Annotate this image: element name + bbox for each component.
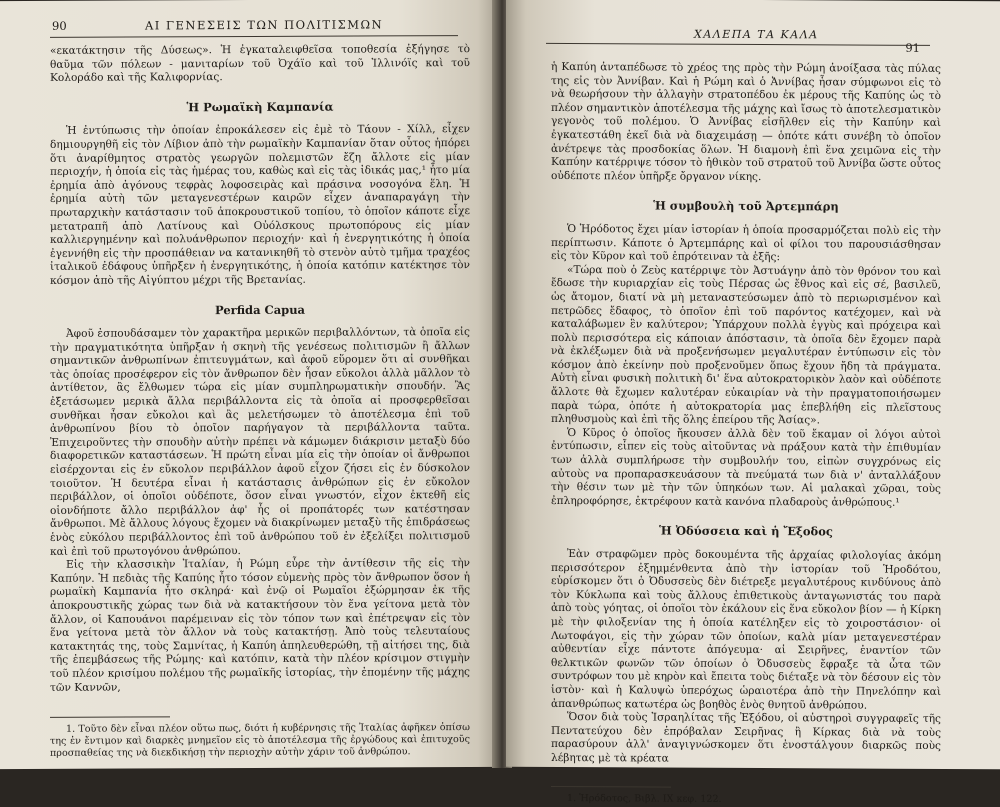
right-header-rule [546, 43, 930, 46]
right-running-head: ΧΑΛΕΠΑ ΤΑ ΚΑΛΑ [694, 27, 819, 42]
left-page [0, 0, 498, 769]
right-quote: «Τώρα ποὺ ὁ Ζεὺς κατέρριψε τὸν Ἀστυάγην ἀπὸ τὸν θρόνον του καὶ ἔδωσε τὴν κυριαρχίαν εἰς τοὺς Πέρσας ὡς ἔθνος καὶ εἰς σέ, βασιλεῦ, ὡς ἄτομον, διατί νὰ μὴ μεταναστεύσωμεν ἀπὸ τὸ περιωρισμένον καὶ πετρῶδες ἔδαφος, τὸ ὁποῖον ἐπὶ τοῦ παρόντος κατέχομεν, καὶ νὰ καταλάβωμεν ἓν καλύτερον; Ὑπάρχουν πολλὰ ἐγγὺς καὶ πρόχειρα καὶ πολὺ περισσότερα εἰς κάποιαν ἀπόστασιν, τὰ ὁποῖα δὲν ἔχομεν παρὰ νὰ ἐκλέξωμεν διὰ νὰ προξενήσωμεν μεγαλυτέραν ἐντύπωσιν εἰς τὸν κόσμον ἀπὸ ἐκείνην ποὺ προξενοῦμεν ὅπως ἔχουν ἤδη τὰ πράγματα. Αὐτὴ εἶναι φυσικὴ πολιτικὴ δι' ἕνα αὐτοκρατορικὸν λαὸν καὶ οὐδέποτε ἄλλοτε θὰ ἔχωμεν καλυτέραν εὐκαιρίαν νὰ τὴν πραγματοποιήσωμεν παρὰ τώρα, ὁπότε ἡ αὐτοκρατορία μας ἐπεβλήθη εἰς πλεῖστους πληθυσμοὺς καὶ ἐπὶ τῆς ὅλης ἐπείρου τῆς Ἀσίας». [551, 263, 941, 427]
right-paragraph-1: Ὁ Ἡρόδοτος ἔχει μίαν ἱστορίαν ἡ ὁποία προσαρμόζεται πολὺ εἰς τὴν περίπτωσιν. Κάποτε ὁ Ἀρτεμπάρης καὶ οἱ φίλοι του παρουσιάσθησαν εἰς τὸν Κῦρον καὶ τοῦ ἐπρότειναν τὰ ἑξῆς: [551, 222, 941, 264]
right-footnote: 1. Ἡρόδοτος, Βιβλ. IX κεφ. 122. [567, 792, 722, 805]
left-paragraph-2: Ἀφοῦ ἐσπουδάσαμεν τὸν χαρακτῆρα μερικῶν περιβαλλόντων, τὰ ὁποῖα εἰς τὴν πραγματικότητα ὑπῆρξαν ἡ σκηνὴ τῆς γενέσεως πολιτισμῶν ἢ ἄλλων σημαντικῶν ἀνθρωπίνων ἐπιτευγμάτων, καὶ ἀφοῦ εὕρομεν ὅτι αἱ συνθῆκαι τὰς ὁποίας προσέφερον εἰς τὸν ἄνθρωπον δὲν ἦσαν εὔκολοι ἀλλὰ μᾶλλον τὸ ἀντίθετον, ἂς ἔλθωμεν τώρα εἰς μίαν συμπληρωματικὴν σπουδήν. Ἂς ἐξετάσωμεν μερικὰ ἄλλα περιβάλλοντα εἰς τὰ ὁποῖα αἱ προσφερθεῖσαι συνθῆκαι ἦσαν εὔκολοι καὶ ἂς μελετήσωμεν τὸ ἀποτέλεσμα ἐπὶ τοῦ ἀνθρωπίνου βίου τὸ ὁποῖον παρήγαγον τὰ περιβάλλοντα ταῦτα. Ἐπιχειροῦντες τὴν σπουδὴν αὐτὴν πρέπει νὰ κάμωμεν διάκρισιν μεταξὺ δύο διαφορετικῶν καταστάσεων. Ἡ πρώτη εἶναι μία εἰς τὴν ὁποίαν οἱ ἄνθρωποι εἰσέρχονται εἰς ἐν εὔκολον περιβάλλον ἀφοῦ εἶχον ζήσει εἰς ἐν δύσκολον τοιοῦτον. Ἡ δευτέρα εἶναι ἡ κατάστασις ἀνθρώπων εἰς ἐν εὔκολον περιβάλλον, οἱ ὁποῖοι οὐδέποτε, ὅσον εἶναι γνωστόν, εἶχον ἐκτεθῆ εἰς οἱονδήποτε ἄλλο περιβάλλον ἀφ' ἧς οἱ προπάτορές των κατέστησαν ἄνθρωποι. Μὲ ἄλλους λόγους ἔχομεν νὰ διακρίνωμεν μεταξὺ τῆς ἐπιδράσεως ἑνὸς εὐκόλου περιβάλλοντος ἐπὶ τοῦ ἀνθρώπου τοῦ ἐν ἐξελίξει πολιτισμοῦ καὶ ἐπὶ τοῦ πρωτογόνου ἀνθρώπου. [50, 326, 470, 558]
right-paragraph-4: Ὅσον διὰ τοὺς Ἰσραηλίτας τῆς Ἐξόδου, οἱ αὐστηροὶ συγγραφεῖς τῆς Πεντατεύχου δὲν ἐπρόβαλαν Σειρῆνας ἢ Κίρκας διὰ νὰ τοὺς παρασύρουν ἀλλ' ἀναγιγνώσκομεν ὅτι ἐνοστάλγουν διαρκῶς ποὺς λέβητας μὲ τὰ κρέατα [551, 711, 941, 765]
left-page-body [50, 43, 470, 760]
left-paragraph-1: Ἡ ἐντύπωσις τὴν ὁποίαν ἐπροκάλεσεν εἰς ἐμὲ τὸ Τάουν - Χίλλ, εἶχεν δημιουργηθῆ εἰς τὸν Λίβιον ἀπὸ τὴν ρωμαϊκὴν Καμπανίαν ὅταν οὗτος ἠπόρει ὅτι ἀναρίθμητος στρατὸς γεωργῶν πολεμιστῶν ἔζη ἄλλοτε εἰς μίαν περιοχήν, ἡ ὁποία εἰς τὰς ἡμέρας του, καθὼς καὶ εἰς τὰς ἰδικάς μας,¹ ἦτο μία ἐρημία ἀπὸ ἀγόνους τεφρὰς λοφοσειρὰς καὶ πράσινα νοσογόνα ἕλη. Ἡ ἐρημία αὐτὴ τῶν μεταγενεστέρων καιρῶν εἶχεν ἀναπαραγάγη τὴν πρωταρχικὴν κατάστασιν τοῦ ἀποκρουστικοῦ τοπίου, τὸ ὁποῖον κάποτε εἶχε μετατραπῆ ἀπὸ Λατίνους καὶ Οὐόλσκους πρωτοπόρους εἰς μίαν καλλιεργημένην καὶ πολυάνθρωπον περιοχήν· καὶ ἡ ἐνεργητικότης ἡ ὁποία ἐγεννήθη εἰς τὴν προσπάθειαν να κατανικηθῆ τὸ στενὸν αὐτὸ τμῆμα τραχέος ἰταλικοῦ ἐδάφους ὑπῆρξεν ἡ ἐνεργητικότης, ἡ ὁποία κατόπιν κατέκτησε τὸν κόσμον ἀπὸ τῆς Αἰγύπτου μέχρι τῆς Βρετανίας. [50, 123, 470, 287]
right-heading-artembares: Ἡ συμβουλὴ τοῦ Ἀρτεμπάρη [653, 198, 839, 214]
left-header-rule [50, 35, 458, 38]
right-heading-odyssey-exodus: Ἡ Ὀδύσσεια καὶ ἡ Ἔξοδος [659, 523, 833, 539]
right-page-number: 91 [905, 40, 920, 55]
right-footnote-rule [551, 785, 671, 787]
right-intro-paragraph: ἡ Καπύη ἀνταπέδωσε τὸ χρέος της πρὸς τὴν Ρώμη ἀνοίξασα τὰς πύλας της εἰς τὸν Ἀννίβαν. Καὶ ἡ Ρώμη καὶ ὁ Ἀννίβας ἦσαν σύμφωνοι εἰς τὸ νὰ θεωρήσουν τὴν ἀλλαγὴν στρατοπέδου ἐκ μέρους τῆς Καπύης ὡς τὸ πλέον σημαντικὸν ἀποτέλεσμα τῆς μάχης καὶ ἴσως τὸ ἀποτελεσματικὸν γεγονὸς τοῦ πολέμου. Ὁ Ἀννίβας εἰσῆλθεν εἰς τὴν Καπύην καὶ ἐγκατεστάθη ἐκεῖ διὰ νὰ διαχειμάσῃ — ὁπότε κάτι συνέβη τὸ ὁποῖον ἀνέτρεψε τὰς προσδοκίας ὅλων. Ἡ διαμονὴ ἐπὶ ἕνα χειμῶνα εἰς τὴν Καπύην κατέρριψε τόσον τὸ ἠθικὸν τοῦ στρατοῦ τοῦ Ἀννίβα ὥστε οὗτος οὐδέποτε πλέον ὑπῆρξε ὄργανον νίκης. [551, 60, 941, 183]
right-page [506, 0, 1000, 805]
left-heading-roman-campania: Ἡ Ρωμαϊκὴ Καμπανία [186, 99, 334, 115]
left-paragraph-3: Εἰς τὴν κλασσικὴν Ἰταλίαν, ἡ Ρώμη εὗρε τὴν ἀντίθεσιν τῆς εἰς τὴν Καπύην. Ἡ πεδιὰς τῆς Καπύης ἦτο τόσον εὐμενὴς πρὸς τὸν ἄνθρωπον ὅσον ἡ ρωμαϊκὴ Καμπανία ἦτο σκληρά· καὶ ἐνῷ οἱ Ρωμαῖοι ἐξώρμησαν ἐκ τῆς ἀποκρουστικῆς χώρας των διὰ νὰ κατακτήσουν τὸν ἕνα γείτονα μετὰ τὸν ἄλλον, οἱ Καπουάνοι παρέμειναν εἰς τὸν τόπον των καὶ ἐπέτρεψαν εἰς τὸν ἕνα γείτονα μετὰ τὸν ἄλλον νὰ τοὺς κατακτήσῃ. Ἀπὸ τοὺς τελευταίους κατακτητάς της, τοὺς Σαμνίτας, ἡ Καπύη ἀπηλευθερώθη, τῇ αἰτήσει της, διὰ τῆς ἐπεμβάσεως τῆς Ρώμης· καὶ κατόπιν, κατὰ τὴν πλέον κρίσιμον στιγμὴν τοῦ πλέον κρισίμου πολέμου τῆς ρωμαϊκῆς ἱστορίας, τὴν ἐπομένην τῆς μάχης τῶν Καννῶν, [50, 557, 470, 694]
left-heading-perfida-capua: Perfida Capua [214, 302, 306, 317]
right-paragraph-3: Ἐὰν στραφῶμεν πρὸς δοκουμέντα τῆς ἀρχαίας φιλολογίας ἀκόμη περισσότερον ἐξημμένθεντα ἀπὸ τὴν ἱστορίαν τοῦ Ἡροδότου, εὑρίσκομεν ὅτι ὁ Ὀδυσσεὺς δὲν διέτρεξε μεγαλυτέρους κινδύνους ἀπὸ τὸν Κύκλωπα καὶ τοὺς ἄλλους ἐπιθετικοὺς ἀνταγωνιστάς του παρὰ ἀπὸ τοὺς γόητας, οἱ ὁποῖοι τὸν ἐκάλουν εἰς ἕνα εὔκολον βίον — ἡ Κίρκη μὲ τὴν φιλοξενίαν της ἡ ὁποία κατέληξεν εἰς τὸ χοιροστάσιον· οἱ Λωτοφάγοι, εἰς τὴν χώραν τῶν ὁποίων, καλὰ μίαν μεταγενεστέραν αὐθεντίαν εἶχε πάντοτε ἀπόγευμα· αἱ Σειρῆνες, ἐναντίον τῶν θελκτικῶν φωνῶν τῶν ὁποίων ὁ Ὀδυσσεὺς ἔφραξε τὰ ὦτα τῶν συντρόφων του μὲ κηρὸν καὶ ἔπειτα τοὺς διέταξε νὰ τὸν δέσουν εἰς τὸν ἱστὸν· καὶ ἡ Καλυψὼ ὑπερόχως ὡραιοτέρα ἀπὸ τὴν Πηνελόπην καὶ ἀπανθρώπως κατωτέρα ὡς βοηθὸς ἑνὸς θνητοῦ ἀνθρώπου. [551, 548, 941, 712]
left-footnote: 1. Τοῦτο δὲν εἶναι πλέον οὕτω πως, διότι ἡ κυβέρνησις τῆς Ἰταλίας ἀφῆκεν ὀπίσω της ἐν ἔντιμον καὶ διαρκὲς μνημεῖον εἰς τὸ ἀποτέλεσμα τῆς ἐργώδους καὶ ἐπιτυχοῦς προσπαθείας της νὰ διεκδικήσῃ τὴν περιοχὴν αὐτὴν χάριν τοῦ ἀνθρώπου. [50, 722, 470, 759]
left-intro-paragraph: «εκατάκτησιν τῆς Δύσεως». Ἡ ἐγκαταλειφθεῖσα τοποθεσία ἐξήγησε τὸ θαῦμα τῶν πόλεων - μανιταρίων τοῦ Ὀχάϊο καὶ τοῦ Ἰλλινόϊς καὶ τοῦ Κολοράδο καὶ τῆς Καλιφορνίας. [50, 43, 470, 85]
right-paragraph-2: Ὁ Κῦρος ὁ ὁποῖος ἤκουσεν ἀλλὰ δὲν τοῦ ἔκαμαν οἱ λόγοι αὐτοὶ ἐντύπωσιν, εἶπεν εἰς τοὺς αἰτοῦντας νὰ πράξουν κατὰ τὴν ἐπιθυμίαν των ἀλλὰ συμπλήρωσε τὴν συμβουλήν του, εἰπὼν συγχρόνως εἰς αὐτοὺς να προπαρασκευάσουν τὰ πνεύματά των διὰ ν' ἀνταλλάξουν τὴν θέσιν των μὲ τὴν τῶν ὑπηκόων των. Αἱ μαλακαὶ χῶραι, τοὺς ἐπληροφόρησε, ἐκτρέφουν κατὰ κανόνα πλαδαροὺς ἀνθρώπους.¹ [551, 426, 941, 509]
left-page-number: 90 [52, 18, 67, 33]
right-page-body [551, 61, 941, 807]
left-footnote-rule [50, 716, 170, 718]
left-running-head: ΑΙ ΓΕΝΕΣΕΙΣ ΤΩΝ ΠΟΛΙΤΙΣΜΩΝ [145, 17, 384, 33]
